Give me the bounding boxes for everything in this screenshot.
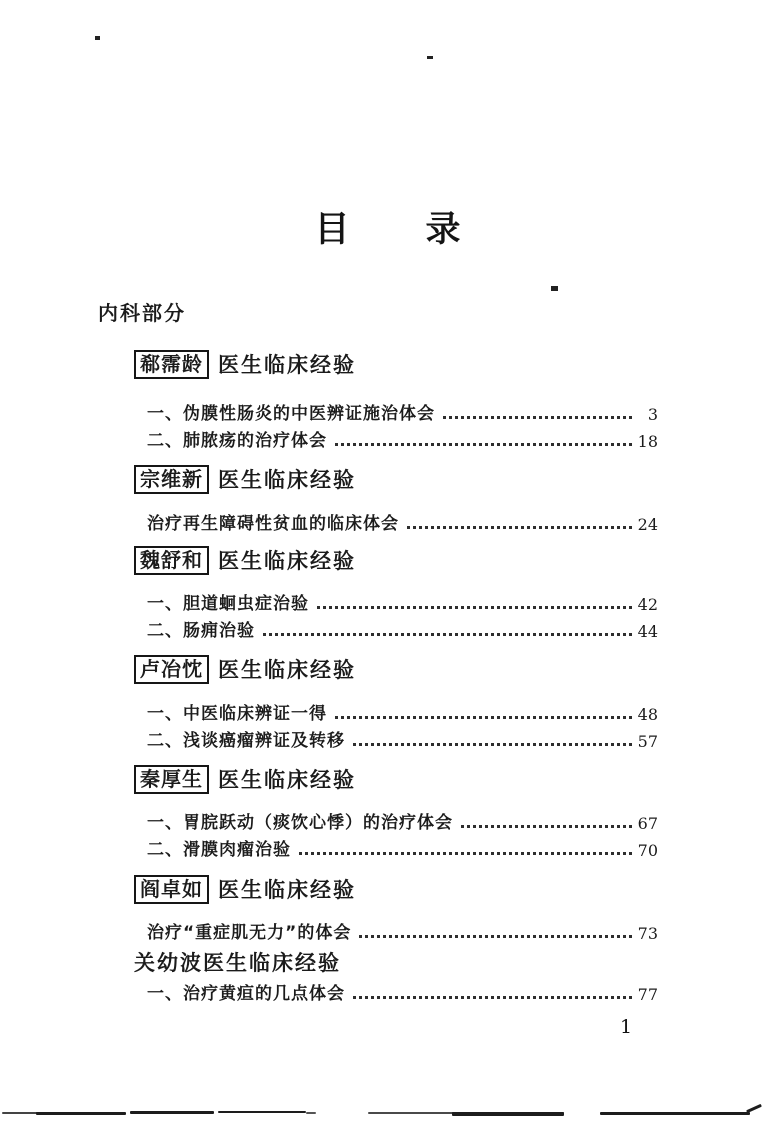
entry-page-number: 44 bbox=[637, 622, 658, 641]
doctor-header-label: 医生临床经验 bbox=[218, 549, 356, 573]
doctor-header bbox=[134, 949, 658, 975]
entry-page-number: 67 bbox=[637, 814, 658, 833]
entry-title: 一、胆道蛔虫症治验 bbox=[147, 594, 309, 614]
entry-list bbox=[98, 700, 658, 754]
doctor-header-label: 医生临床经验 bbox=[218, 468, 356, 492]
entry-list bbox=[98, 809, 658, 863]
entry-page-number: 18 bbox=[637, 432, 658, 451]
doctor-header-label: 医生临床经验 bbox=[203, 951, 341, 975]
scan-artifact-line bbox=[36, 1112, 126, 1115]
entry-list bbox=[98, 980, 658, 1007]
doctor-name-box: 阎卓如 bbox=[134, 875, 209, 904]
entry-list bbox=[98, 510, 658, 537]
doctor-header bbox=[134, 874, 658, 904]
dotted-leader bbox=[263, 633, 632, 636]
doctor-name: 关幼波 bbox=[134, 951, 203, 975]
entry-list bbox=[98, 400, 658, 454]
toc-entry bbox=[147, 427, 658, 454]
entry-page-number: 42 bbox=[637, 595, 658, 614]
doctor-header-label: 医生临床经验 bbox=[218, 768, 356, 792]
dotted-leader bbox=[353, 743, 632, 746]
scan-artifact-line bbox=[130, 1111, 214, 1114]
entry-list bbox=[98, 919, 658, 946]
scan-artifact-line bbox=[600, 1112, 750, 1115]
page-title: 目 录 bbox=[314, 210, 463, 250]
toc-section bbox=[98, 949, 658, 1007]
entry-title: 一、中医临床辨证一得 bbox=[147, 704, 327, 724]
entry-page-number: 3 bbox=[647, 405, 658, 424]
doctor-header bbox=[134, 545, 658, 575]
entry-title: 二、肺脓疡的治疗体会 bbox=[147, 431, 327, 451]
toc-entry bbox=[147, 400, 658, 427]
doctor-name-box: 秦厚生 bbox=[134, 765, 209, 794]
dotted-leader bbox=[335, 443, 632, 446]
dotted-leader bbox=[359, 935, 632, 938]
scan-artifact-line bbox=[218, 1111, 306, 1113]
toc-entry bbox=[147, 727, 658, 754]
section-heading: 内科部分 bbox=[98, 301, 186, 325]
doctor-header-label: 医生临床经验 bbox=[218, 658, 356, 682]
toc-entry bbox=[147, 809, 658, 836]
doctor-name-box: 宗维新 bbox=[134, 465, 209, 494]
toc-entry bbox=[147, 590, 658, 617]
toc-section bbox=[98, 464, 658, 537]
entry-title: 治疗“重症肌无力”的体会 bbox=[147, 923, 352, 943]
entry-page-number: 77 bbox=[637, 985, 658, 1004]
entry-list bbox=[98, 590, 658, 644]
doctor-name-box: 魏舒和 bbox=[134, 546, 209, 575]
entry-title: 二、滑膜肉瘤治验 bbox=[147, 840, 291, 860]
dotted-leader bbox=[407, 526, 632, 529]
scan-speck bbox=[95, 36, 100, 40]
entry-title: 一、伪膜性肠炎的中医辨证施治体会 bbox=[147, 404, 435, 424]
doctor-name-box: 卢冶忱 bbox=[134, 655, 209, 684]
scan-artifact-line bbox=[452, 1112, 564, 1116]
doctor-header bbox=[134, 764, 658, 794]
entry-title: 一、胃脘跃动（痰饮心悸）的治疗体会 bbox=[147, 813, 453, 833]
toc-section bbox=[98, 545, 658, 644]
entry-page-number: 57 bbox=[637, 732, 658, 751]
toc-section bbox=[98, 349, 658, 454]
scan-speck bbox=[427, 56, 433, 59]
doctor-header bbox=[134, 464, 658, 494]
toc-section bbox=[98, 874, 658, 946]
toc-entry bbox=[147, 700, 658, 727]
dotted-leader bbox=[461, 825, 632, 828]
entry-page-number: 70 bbox=[637, 841, 658, 860]
entry-page-number: 24 bbox=[637, 515, 658, 534]
doctor-header bbox=[134, 349, 658, 379]
scan-artifact-line bbox=[306, 1112, 316, 1114]
toc-entry bbox=[147, 617, 658, 644]
toc-entry bbox=[147, 980, 658, 1007]
toc-entry bbox=[147, 919, 658, 946]
doctor-header bbox=[134, 654, 658, 684]
scan-speck bbox=[551, 286, 558, 291]
scan-artifact-line bbox=[746, 1104, 762, 1113]
toc-entry bbox=[147, 836, 658, 863]
doctor-name-box: 郗霈龄 bbox=[134, 350, 209, 379]
entry-title: 一、治疗黄疸的几点体会 bbox=[147, 984, 345, 1004]
entry-page-number: 73 bbox=[637, 924, 658, 943]
entry-title: 治疗再生障碍性贫血的临床体会 bbox=[147, 514, 399, 534]
dotted-leader bbox=[299, 852, 632, 855]
dotted-leader bbox=[335, 716, 632, 719]
doctor-header-label: 医生临床经验 bbox=[218, 878, 356, 902]
entry-title: 二、肠痈治验 bbox=[147, 621, 255, 641]
toc-section bbox=[98, 764, 658, 863]
toc-entry bbox=[147, 510, 658, 537]
dotted-leader bbox=[443, 416, 632, 419]
toc-content bbox=[98, 302, 658, 1007]
doctor-header-label: 医生临床经验 bbox=[218, 353, 356, 377]
entry-title: 二、浅谈癌瘤辨证及转移 bbox=[147, 731, 345, 751]
dotted-leader bbox=[353, 996, 632, 999]
toc-section bbox=[98, 654, 658, 754]
dotted-leader bbox=[317, 606, 632, 609]
page-number: 1 bbox=[620, 1016, 633, 1038]
entry-page-number: 48 bbox=[637, 705, 658, 724]
